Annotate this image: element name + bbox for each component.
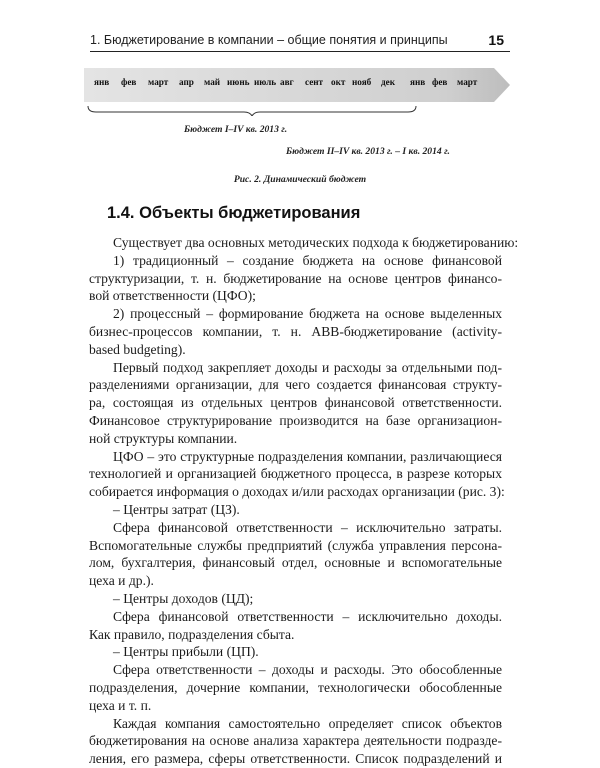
text-line: Вспомогательные службы предприятий (служба управления персона- <box>89 537 502 553</box>
text-line: разделениями организации, для чего создается финансовая структу- <box>89 377 502 393</box>
month-label: авг <box>280 77 294 87</box>
text-line: ной структуры компании. <box>89 430 238 446</box>
month-label: окт <box>331 77 346 87</box>
text-line: – Центры затрат (ЦЗ). <box>113 501 240 517</box>
running-title: 1. Бюджетирование в компании – общие понятия и принципы <box>90 33 448 47</box>
text-line: подразделения, дочерние компании, технологически обособленные <box>89 679 502 695</box>
month-label: дек <box>381 77 396 87</box>
text-line: – Центры доходов (ЦД); <box>113 590 254 606</box>
text-line: based budgeting). <box>89 341 186 357</box>
budget-2-label: Бюджет II–IV кв. 2013 г. – I кв. 2014 г. <box>286 146 450 157</box>
month-label: сент <box>305 77 324 87</box>
text-line: Сфера финансовой ответственности – исключительно затраты. <box>113 519 502 535</box>
text-line: Как правило, подразделения сбыта. <box>89 626 295 642</box>
text-line: Первый подход закрепляет доходы и расходы за отдельными под- <box>113 359 502 375</box>
text-line: ЦФО – это структурные подразделения компании, различающиеся <box>113 448 502 464</box>
text-line: Сфера ответственности – доходы и расходы. Это обособленные <box>113 662 502 678</box>
text-line: бюджетирования на основе анализа характера деятельности подразде- <box>89 733 502 749</box>
month-label: июнь <box>227 77 250 87</box>
text-line: ления, его размера, сферы ответственности. Список подразделений и <box>89 751 502 767</box>
month-label: фев <box>121 77 137 87</box>
text-line: Каждая компания самостоятельно определяет список объектов <box>113 715 502 731</box>
month-label: апр <box>179 77 194 87</box>
month-label: март <box>457 77 478 87</box>
figure-caption: Рис. 2. Динамический бюджет <box>233 174 367 185</box>
text-line: вой ответственности (ЦФО); <box>89 288 256 304</box>
page-number: 15 <box>488 32 504 48</box>
text-line: технологией и организацией бюджетного процесса, в разрезе которых <box>89 466 502 482</box>
text-line: собирается информация о доходах и/или расходах организации (рис. 3): <box>89 484 505 500</box>
text-line: 2) процессный – формирование бюджета на основе выделенных <box>113 306 502 322</box>
text-line: лом, бухгалтерия, финансовый отдел, основные и вспомогательные <box>89 555 502 571</box>
text-line: ра, состоящая из отдельных центров финансовой ответственности. <box>89 395 502 411</box>
budget-1-label: Бюджет I–IV кв. 2013 г. <box>184 124 288 135</box>
text-line: Сфера финансовой ответственности – исключительно доходы. <box>113 608 502 624</box>
timeline-figure <box>84 60 514 116</box>
text-line: – Центры прибыли (ЦП). <box>113 644 259 660</box>
month-label: май <box>204 77 221 87</box>
text-line: цеха и др.). <box>89 573 154 589</box>
text-line: структуризации, т. н. бюджетирование на основе центров финансо- <box>89 270 502 286</box>
body-text <box>89 234 519 768</box>
text-line: 1) традиционный – создание бюджета на основе финансовой <box>113 252 502 268</box>
running-head <box>90 33 510 52</box>
text-line: бизнес-процессов компании, т. н. ABB-бюджетирование (activity- <box>89 323 502 339</box>
text-line: Существует два основных методических подхода к бюджетированию: <box>113 235 519 250</box>
month-label: июль <box>254 77 277 87</box>
month-label: янв <box>410 77 426 87</box>
month-label: янв <box>94 77 110 87</box>
month-label: март <box>148 77 169 87</box>
budget-1-brace <box>88 106 416 116</box>
month-label: нояб <box>352 77 372 87</box>
month-row <box>94 77 494 93</box>
text-line: цеха и т. п. <box>89 697 152 713</box>
text-line: Финансовое структурирование производится на базе организацион- <box>89 412 502 428</box>
section-heading: 1.4. Объекты бюджетирования <box>107 204 361 222</box>
month-label: фев <box>432 77 448 87</box>
